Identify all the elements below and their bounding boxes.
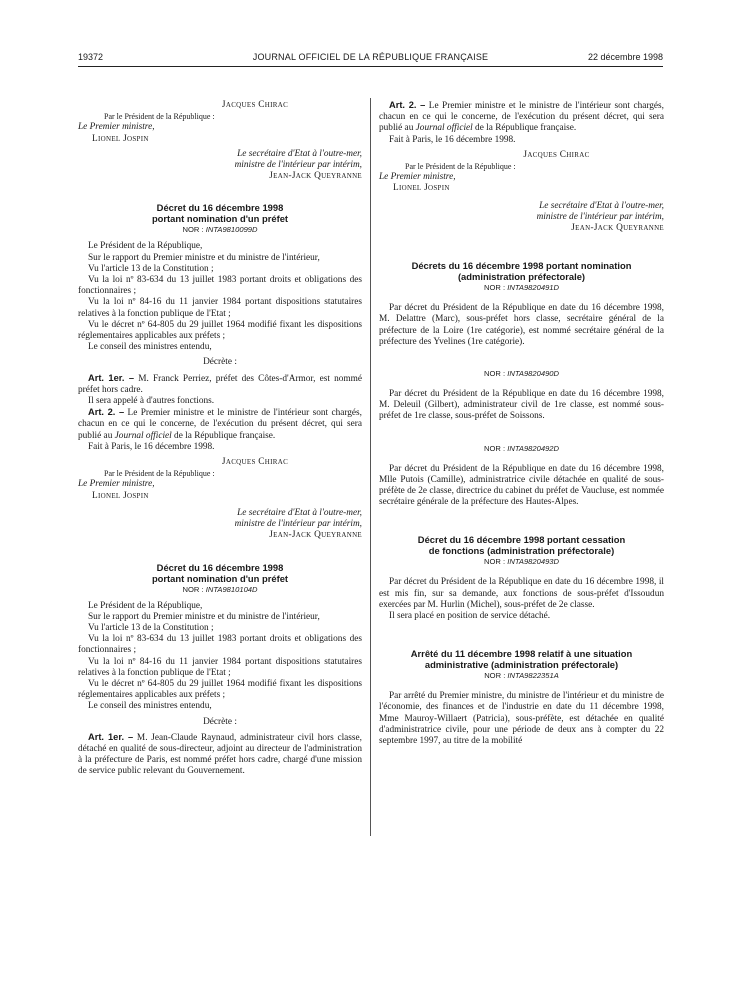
decrete-line: Décrète : <box>203 357 237 368</box>
left-column <box>78 100 362 778</box>
secretary-name: Jean-Jack Queyranne <box>269 530 362 541</box>
decree-heading-1: Décret du 16 décembre 1998 <box>156 202 284 214</box>
nor-reference <box>379 670 664 681</box>
section-heading-1: Décret du 16 décembre 1998 portant cessation <box>417 534 626 546</box>
article-1 <box>78 373 362 396</box>
visa-line: Vu l'article 13 de la Constitution ; <box>88 622 214 633</box>
secretary-title-2: ministre de l'intérieur par intérim, <box>536 211 664 222</box>
visa-line: Le Président de la République, <box>88 600 203 611</box>
decree-heading-1: Décret du 16 décembre 1998 <box>156 561 284 573</box>
signer-name: Jacques Chirac <box>221 100 289 110</box>
visa-line: Sur le rapport du Premier ministre et du ministre de l'intérieur, <box>88 252 320 263</box>
journal-name: Journal officiel <box>114 430 172 441</box>
article-label: Art. 1er. – <box>88 731 134 742</box>
visa-line: Vu la loi nº 83-634 du 13 juillet 1983 portant droits et obligations des fonctionnaires ; <box>78 275 362 297</box>
nor-code: INTA9810104D <box>205 584 258 594</box>
section-heading-2: de fonctions (administration préfectorale) <box>428 545 615 557</box>
cessation-text: Par décret du Président de la République en date du 16 décembre 1998, il est mis fin, sur sa demande, aux fonctions de sous-préfet d'Issoudun exercées par M. Hurlin (Michel), sous-préfet de 2e classe. <box>379 577 664 610</box>
cessation-extra: Il sera placé en position de service détaché. <box>389 611 551 622</box>
article-1 <box>78 732 362 778</box>
nor-code: INTA9820493D <box>507 557 559 567</box>
issue-date: 22 décembre 1998 <box>587 52 663 62</box>
decrees-nomination <box>379 260 664 508</box>
visa-line: Vu la loi nº 84-16 du 11 janvier 1984 portant dispositions statutaires relatives à la fonction publique de l'Etat ; <box>78 297 362 319</box>
article-text: de la République française. <box>171 430 276 441</box>
secretary-title-1: Le secrétaire d'Etat à l'outre-mer, <box>237 148 362 159</box>
pm-title: Le Premier ministre, <box>379 172 456 183</box>
visa-line: Le conseil des ministres entendu, <box>88 342 212 353</box>
nor-reference <box>379 443 664 454</box>
decree-heading-2: portant nomination d'un préfet <box>151 213 289 225</box>
signer-name: Jacques Chirac <box>523 149 590 160</box>
article-label: Art. 2. – <box>88 407 125 418</box>
decree-cessation <box>379 534 664 622</box>
nomination-text: Par décret du Président de la République en date du 16 décembre 1998, Mlle Putois (Camille), administratrice civile détachée en qualité de sous-préfète de 2e classe, directrice du cabinet du préfet de Vaucluse, est nommée secrétaire générale de la préfecture des Hautes-Alpes. <box>379 463 664 508</box>
article-text: M. Jean-Claude Raynaud, administrateur civil hors classe, détaché en qualité de sous-directeur, adjoint au directeur de l'administration à la préfecture de Paris, est nommé préfet hors cadre, chargé d'une mission de service public relevant du Gouvernement. <box>78 732 362 777</box>
nor-label: NOR : <box>484 443 508 453</box>
article-label: Art. 1er. – <box>88 372 135 383</box>
secretary-title-2: ministre de l'intérieur par intérim, <box>234 519 362 530</box>
nor-label: NOR : <box>182 225 206 235</box>
section-heading-2: administrative (administration préfectorale) <box>424 659 619 671</box>
by-president-line: Par le Président de la République : <box>405 162 516 172</box>
header-rule <box>78 66 663 67</box>
visa-line: Vu l'article 13 de la Constitution ; <box>88 263 214 274</box>
article-text: de la République française. <box>472 123 577 134</box>
decree-raynaud <box>78 562 362 778</box>
article-1-extra: Il sera appelé à d'autres fonctions. <box>88 396 215 407</box>
nomination-text: Par décret du Président de la République en date du 16 décembre 1998, M. Deleuil (Gilbert), administrateur civil de 1re classe, est nommé sous-préfet de 1re classe, sous-préfet de Soissons. <box>379 389 664 422</box>
pm-name: Lionel Jospin <box>92 133 149 144</box>
page-number: 19372 <box>78 52 104 62</box>
nor-reference <box>379 282 664 293</box>
arrete-situation <box>379 648 664 747</box>
pm-name: Lionel Jospin <box>92 490 149 501</box>
secretary-name: Jean-Jack Queyranne <box>571 223 664 234</box>
top-signature-block <box>78 100 362 182</box>
nor-code: INTA9822351A <box>507 671 559 681</box>
decrete-line: Décrète : <box>203 716 237 727</box>
nor-reference <box>379 556 664 567</box>
visa-line: Vu la loi nº 83-634 du 13 juillet 1983 portant droits et obligations des fonctionnaires ; <box>78 634 362 656</box>
visa-line: Vu la loi nº 84-16 du 11 janvier 1984 portant dispositions statutaires relatives à la fonction publique de l'Etat ; <box>78 656 362 678</box>
nor-label: NOR : <box>484 283 508 293</box>
nor-label: NOR : <box>484 369 508 379</box>
place-date: Fait à Paris, le 16 décembre 1998. <box>389 134 516 145</box>
secretary-title-1: Le secrétaire d'Etat à l'outre-mer, <box>539 200 664 211</box>
article-label: Art. 2. – <box>389 100 426 110</box>
section-heading-1: Arrêté du 11 décembre 1998 relatif à une situation <box>410 648 633 660</box>
section-heading-1: Décrets du 16 décembre 1998 portant nomination <box>411 260 632 272</box>
pm-title: Le Premier ministre, <box>78 122 155 133</box>
article-text: Le Premier ministre et le ministre de l'intérieur sont chargés, chacun en ce qui le concerne, de l'exécution du présent décret, qui sera publié au <box>78 408 362 441</box>
nor-label: NOR : <box>484 671 508 681</box>
nor-code: INTA9820491D <box>507 283 559 293</box>
visa-line: Sur le rapport du Premier ministre et du ministre de l'intérieur, <box>88 611 320 622</box>
visa-line: Vu le décret nº 64-805 du 29 juillet 1964 modifié fixant les dispositions réglementaires applicables aux préfets ; <box>78 319 362 342</box>
secretary-title-2: ministre de l'intérieur par intérim, <box>234 160 362 171</box>
article-text: M. Franck Perriez, préfet des Côtes-d'Armor, est nommé préfet hors cadre. <box>78 373 362 395</box>
nor-label: NOR : <box>484 557 508 567</box>
decree-perriez <box>78 202 362 541</box>
nor-reference <box>78 584 362 595</box>
nor-code: INTA9810099D <box>205 225 258 235</box>
section-heading-2: (administration préfectorale) <box>457 271 586 283</box>
visa-line: Le Président de la République, <box>88 241 203 252</box>
by-president-line: Par le Président de la République : <box>104 469 215 479</box>
nor-reference <box>78 224 362 235</box>
column-divider <box>370 98 371 836</box>
signer-name: Jacques Chirac <box>221 457 289 468</box>
place-date: Fait à Paris, le 16 décembre 1998. <box>88 441 215 452</box>
visa-line: Vu le décret nº 64-805 du 29 juillet 1964 modifié fixant les dispositions réglementaires applicables aux préfets ; <box>78 678 362 701</box>
article-2 <box>78 407 362 442</box>
journal-name: Journal officiel <box>415 123 473 134</box>
pm-title: Le Premier ministre, <box>78 479 155 490</box>
right-column <box>379 100 664 747</box>
secretary-title-1: Le secrétaire d'Etat à l'outre-mer, <box>237 507 362 518</box>
arrete-text: Par arrêté du Premier ministre, du ministre de l'intérieur et du ministre de l'économie, des finances et de l'industrie en date du 11 décembre 1998, Mme Mauroy-Willaert (Patricia), sous-préfète, est détachée en qualité d'administratrice civile, pour une période de deux ans à compter du 22 septembre 1997, au titre de la mobilité <box>379 691 664 747</box>
nor-label: NOR : <box>182 584 206 594</box>
nomination-text: Par décret du Président de la République en date du 16 décembre 1998, M. Delattre (Marc), sous-préfet hors classe, secrétaire général de la préfecture de la Loire (1re catégorie), est nommé secrétaire général de la préfecture des Yvelines (1re catégorie). <box>379 303 664 347</box>
secretary-name: Jean-Jack Queyranne <box>269 171 362 182</box>
decree-heading-2: portant nomination d'un préfet <box>151 572 289 584</box>
nor-reference <box>379 368 664 379</box>
article-2 <box>379 100 664 135</box>
article-text: Le Premier ministre et le ministre de l'intérieur sont chargés, chacun en ce qui le concerne, de l'exécution du présent décret, qui sera publié au <box>379 101 664 134</box>
visa-line: Le conseil des ministres entendu, <box>88 701 212 712</box>
pm-name: Lionel Jospin <box>393 183 450 194</box>
nor-code: INTA9820492D <box>507 443 559 453</box>
by-president-line: Par le Président de la République : <box>104 112 215 122</box>
journal-title: JOURNAL OFFICIEL DE LA RÉPUBLIQUE FRANÇAISE <box>252 52 489 62</box>
nor-code: INTA9820490D <box>507 369 559 379</box>
